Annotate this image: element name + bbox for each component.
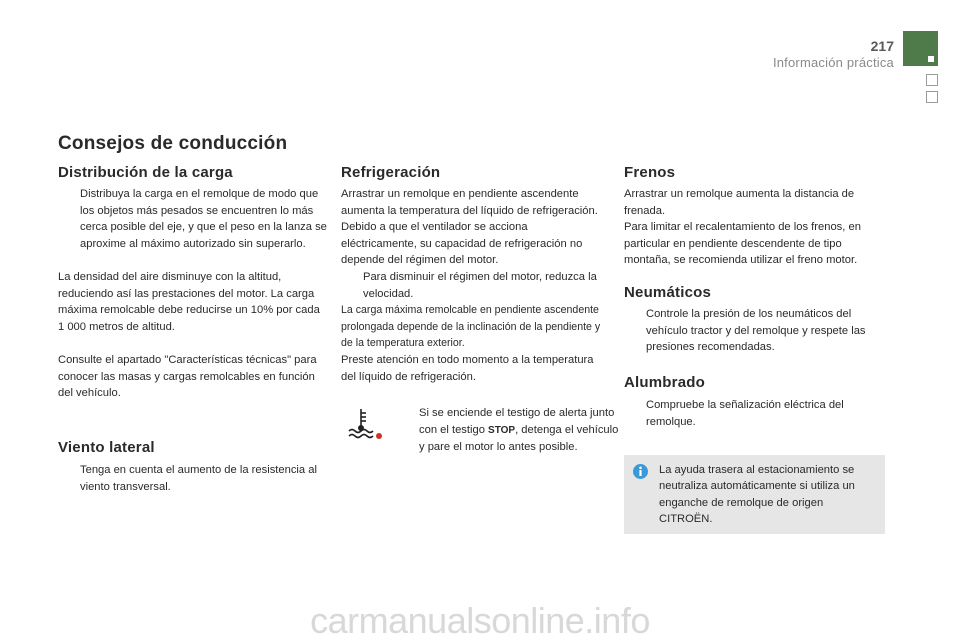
page-title: Consejos de conducción [58,133,288,154]
load-bullet-text: Distribuya la carga en el remolque de modo que los objetos más pesados se encuentren lo más cerca posible del eje, y que el peso en la lanza se aproxime al máximo autorizado sin superarlo. [80,188,327,250]
heading-tyres: Neumáticos [624,284,712,301]
section-tab-active[interactable] [903,31,938,66]
heading-load-distribution: Distribución de la carga [58,164,233,181]
info-text: La ayuda trasera al estacionamiento se neutraliza automáticamente si utiliza un enganche de remolque de origen CITROËN. [659,464,855,526]
section-tab[interactable] [926,74,938,86]
brakes-p1: Arrastrar un remolque aumenta la distancia de frenada. [624,188,855,217]
coolant-warning-text [397,405,627,456]
coolant-temperature-warning-icon [343,405,385,441]
heading-crosswind: Viento lateral [58,439,155,456]
warning-text-start: Si se enciende el testigo de alerta junto con el testigo [419,407,615,436]
info-icon [633,464,648,479]
load-bullet [58,186,328,252]
cooling-text [341,186,603,385]
section-title: Información práctica [772,55,894,70]
cooling-p1: Arrastrar un remolque en pendiente ascendente aumenta la temperatura del líquido de refrigeración. [341,188,598,217]
section-tab[interactable] [926,91,938,103]
wind-bullet [58,462,328,495]
tyres-bullet-text: Controle la presión de los neumáticos del vehículo tractor y del remolque y respete las presiones recomendadas. [646,308,866,354]
tyres-bullet [624,306,886,356]
cooling-p4: Preste atención en todo momento a la temperatura del líquido de refrigeración. [341,353,594,383]
cooling-p2: Debido a que el ventilador se acciona eléctricamente, su capacidad de refrigeración no depende del régimen del motor. [341,221,583,267]
info-box [624,455,885,534]
heading-brakes: Frenos [624,164,676,181]
cooling-p3: La carga máxima remolcable en pendiente ascendente prolongada depende de la inclinación de la pendiente y de la temperatura exterior. [341,304,601,350]
warning-text-end: , detenga el vehículo y pare el motor lo antes posible. [419,423,619,454]
tab-marker [928,56,934,62]
load-paragraph: La densidad del aire disminuye con la altitud, reduciendo así las prestaciones del motor. La carga máxima remolcable debe reducirse un 10% por cada 1 000 metros de altitud. [58,271,320,333]
brakes-text [624,186,886,269]
stop-label: STOP [488,424,516,436]
cooling-bullet-text: Para disminuir el régimen del motor, reduzca la velocidad. [363,270,597,300]
load-note: Consulte el apartado "Características técnicas" para conocer las masas y cargas remolcables en función del vehículo. [58,354,317,400]
wind-bullet-text: Tenga en cuenta el aumento de la resistencia al viento transversal. [80,464,317,493]
page-number: 217 [870,38,894,54]
lighting-bullet-text: Compruebe la señalización eléctrica del remolque. [646,399,844,428]
lighting-bullet [624,397,886,430]
heading-lighting: Alumbrado [624,374,705,391]
watermark-text: carmanualsonline.info [310,600,650,641]
heading-cooling: Refrigeración [341,164,441,181]
brakes-p2: Para limitar el recalentamiento de los frenos, en particular en pendiente descendente de tipo montaña, se recomienda utilizar el freno motor. [624,221,861,267]
